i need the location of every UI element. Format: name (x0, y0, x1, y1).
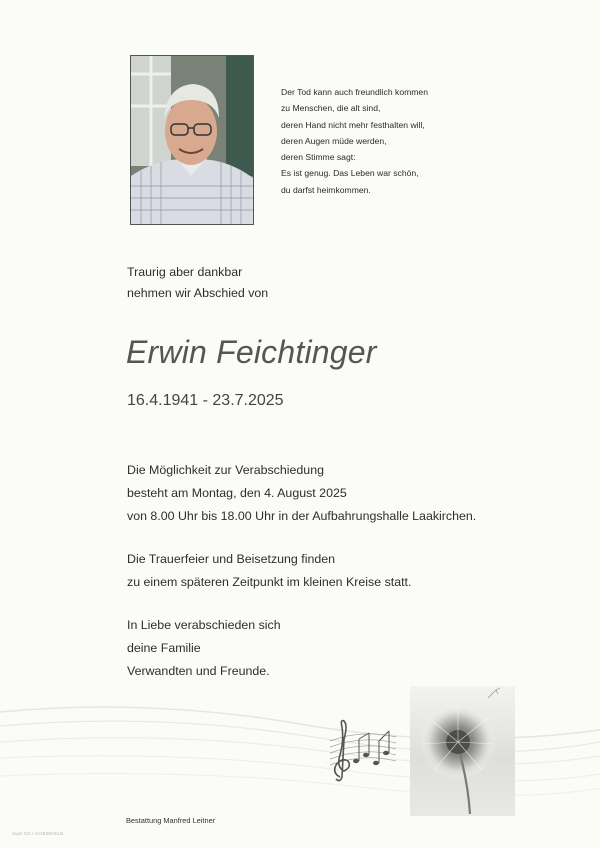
intro-line: Traurig aber dankbar (127, 265, 243, 279)
poem-line: Der Tod kann auch freundlich kommen (281, 87, 428, 97)
closing-line: Verwandten und Freunde. (127, 664, 270, 678)
poem-line: du darfst heimkommen. (281, 184, 371, 195)
viewing-info (127, 459, 476, 528)
portrait-photo-illustration (131, 56, 253, 224)
undertaker-name: Bestattung Manfred Leitner (126, 816, 216, 825)
dandelion-image (410, 686, 515, 816)
poem-line: Es ist genug. Das Leben war schön, (281, 168, 419, 179)
intro-text (127, 262, 268, 304)
ceremony-info (127, 548, 411, 594)
ceremony-line: Die Trauerfeier und Beisetzung finden (127, 552, 336, 566)
template-code: Sujet 115 / 4U2B6BOKLB (12, 831, 64, 836)
viewing-line: von 8.00 Uhr bis 18.00 Uhr in der Aufbahrungshalle Laakirchen. (127, 509, 477, 523)
closing-line: In Liebe verabschieden sich (127, 618, 281, 632)
poem-line: zu Menschen, die alt sind, (281, 103, 381, 114)
poem-line: deren Hand nicht mehr festhalten will, (281, 119, 425, 130)
poem-line: deren Augen müde werden, (281, 135, 387, 146)
viewing-line: Die Möglichkeit zur Verabschiedung (127, 463, 324, 477)
ceremony-line: zu einem späteren Zeitpunkt im kleinen Kreise statt. (127, 575, 412, 589)
closing-line: deine Familie (127, 641, 201, 655)
dandelion-icon (410, 686, 515, 816)
poem (281, 84, 521, 198)
poem-line: deren Stimme sagt: (281, 152, 356, 163)
portrait-photo (130, 55, 254, 225)
life-dates: 16.4.1941 - 23.7.2025 (127, 392, 284, 409)
viewing-line: besteht am Montag, den 4. August 2025 (127, 486, 347, 500)
closing-signature (127, 614, 281, 683)
deceased-name: Erwin Feichtinger (126, 334, 377, 370)
music-notes-icon (326, 715, 398, 783)
intro-line: nehmen wir Abschied von (127, 286, 269, 300)
